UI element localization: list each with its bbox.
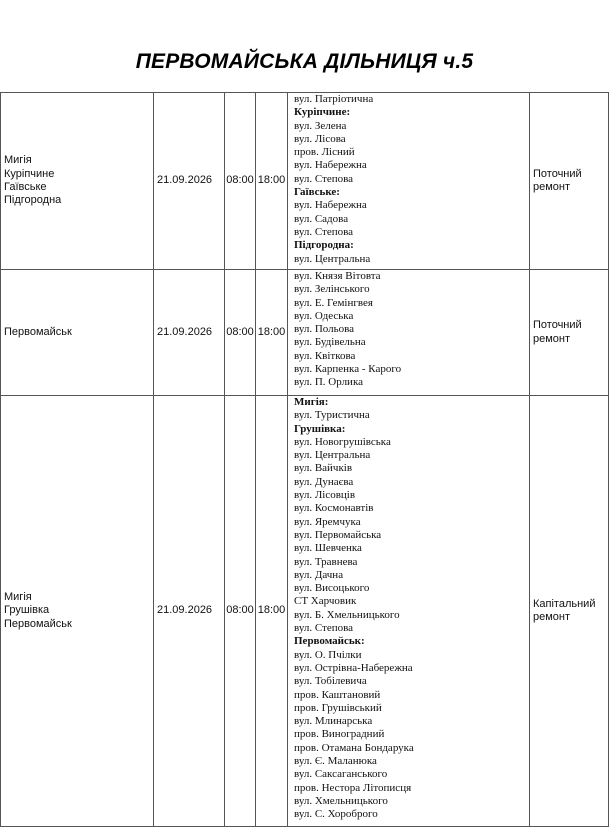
street-name: вул. Набережна xyxy=(294,159,367,172)
work-type-line: ремонт xyxy=(533,332,571,345)
street-name: пров. Нестора Літописця xyxy=(294,781,412,794)
streets-cell xyxy=(288,93,530,270)
street-name: вул. Острівна-Набережна xyxy=(294,661,413,674)
street-name: пров. Грушівський xyxy=(294,701,382,714)
start-time-cell: 08:00 xyxy=(225,270,256,396)
settlement-name: Гаївське xyxy=(4,181,47,193)
street-name: вул. Польова xyxy=(294,323,355,336)
work-type-line: ремонт xyxy=(533,611,571,623)
street-name: вул. Е. Гемінгвея xyxy=(294,296,373,309)
street-name: вул. Князя Вітовта xyxy=(294,270,381,282)
street-name: вул. Млинарська xyxy=(294,715,373,728)
table-row xyxy=(1,270,609,396)
end-time-cell: 18:00 xyxy=(256,270,288,396)
date-cell: 21.09.2026 xyxy=(154,93,225,270)
settlements-cell xyxy=(1,270,154,396)
street-name: вул. Туристична xyxy=(294,409,370,422)
date-cell: 21.09.2026 xyxy=(154,270,225,396)
street-name: вул. Вайчків xyxy=(294,462,353,475)
locality-heading: Гаївське: xyxy=(294,186,340,199)
street-name: вул. Зелінського xyxy=(294,283,370,296)
street-name: СТ Харчовик xyxy=(294,595,357,608)
locality-heading: Підгородна: xyxy=(294,239,354,252)
locality-heading: Куріпчине: xyxy=(294,106,351,119)
street-name: вул. Первомайська xyxy=(294,528,382,541)
street-name: вул. П. Орлика xyxy=(294,376,364,389)
street-name: вул. Новогрушівська xyxy=(294,435,391,448)
work-type-cell xyxy=(530,93,609,270)
street-name: вул. Лісовців xyxy=(294,489,356,502)
work-type-line: Капітальний xyxy=(533,597,596,610)
street-name: вул. Висоцького xyxy=(294,582,370,595)
settlements-cell xyxy=(1,93,154,270)
streets-cell xyxy=(288,270,530,396)
streets-cell xyxy=(288,396,530,827)
street-name: вул. Тобілевича xyxy=(294,675,367,688)
street-name: вул. Шевченка xyxy=(294,542,362,555)
street-name: пров. Каштановий xyxy=(294,688,381,701)
street-name: вул. Б. Хмельницького xyxy=(294,608,400,621)
street-name: вул. Центральна xyxy=(294,449,371,462)
locality-heading: Первомайськ: xyxy=(294,635,365,648)
street-name: вул. Садова xyxy=(294,212,349,225)
street-name: вул. Будівельна xyxy=(294,336,366,349)
locality-heading: Мигія: xyxy=(294,396,329,408)
street-name: вул. Патріотична xyxy=(294,93,374,105)
locality-heading: Грушівка: xyxy=(294,422,346,435)
street-name: пров. Лісний xyxy=(294,146,355,159)
street-name: вул. Зелена xyxy=(294,119,347,132)
date-cell: 21.09.2026 xyxy=(154,396,225,827)
settlement-name: Мигія xyxy=(4,591,32,604)
street-name: вул. О. Пчілки xyxy=(294,648,362,661)
end-time-cell: 18:00 xyxy=(256,396,288,827)
end-time-cell: 18:00 xyxy=(256,93,288,270)
page-title: ПЕРВОМАЙСЬКА ДІЛЬНИЦЯ ч.5 xyxy=(135,50,474,73)
settlement-name: Підгородна xyxy=(4,194,62,207)
table-row xyxy=(1,93,609,270)
street-name: вул. Космонавтів xyxy=(294,502,374,515)
street-name: вул. Карпенка - Карого xyxy=(294,363,402,376)
street-name: вул. Степова xyxy=(294,172,354,185)
street-name: вул. Степова xyxy=(294,622,354,635)
settlement-name: Мигія xyxy=(4,154,32,167)
street-name: вул. Дунаєва xyxy=(294,475,354,488)
work-type-line: ремонт xyxy=(533,181,571,193)
work-type-line: Поточний xyxy=(533,319,582,332)
street-name: вул. Яремчука xyxy=(294,515,361,528)
street-name: вул. Саксаганського xyxy=(294,768,388,781)
work-type-line: Поточний xyxy=(533,167,582,180)
settlement-name: Первомайськ xyxy=(4,617,72,630)
schedule-table xyxy=(0,92,609,827)
street-name: вул. Лісова xyxy=(294,132,346,145)
street-name: вул. Є. Маланюка xyxy=(294,755,377,768)
schedule-table-body xyxy=(1,93,609,827)
work-type-cell xyxy=(530,396,609,827)
street-name: вул. Набережна xyxy=(294,199,367,212)
settlements-cell xyxy=(1,396,154,827)
street-name: пров. Отамана Бондарука xyxy=(294,741,414,754)
street-name: вул. Одеська xyxy=(294,309,354,322)
start-time-cell: 08:00 xyxy=(225,93,256,270)
street-name: вул. Хмельницького xyxy=(294,794,388,807)
street-name: вул. Дачна xyxy=(294,568,344,581)
start-time-cell: 08:00 xyxy=(225,396,256,827)
street-name: вул. Центральна xyxy=(294,252,371,265)
street-name: вул. Степова xyxy=(294,225,354,238)
street-name: вул. С. Хороброго xyxy=(294,808,378,821)
table-row xyxy=(1,396,609,827)
work-type-cell xyxy=(530,270,609,396)
settlement-name: Куріпчине xyxy=(4,167,55,180)
street-name: вул. Квіткова xyxy=(294,349,356,362)
street-name: вул. Травнева xyxy=(294,555,358,568)
street-name: пров. Виноградний xyxy=(294,728,385,741)
settlement-name: Грушівка xyxy=(4,604,50,617)
settlement-name: Первомайськ xyxy=(4,325,72,338)
